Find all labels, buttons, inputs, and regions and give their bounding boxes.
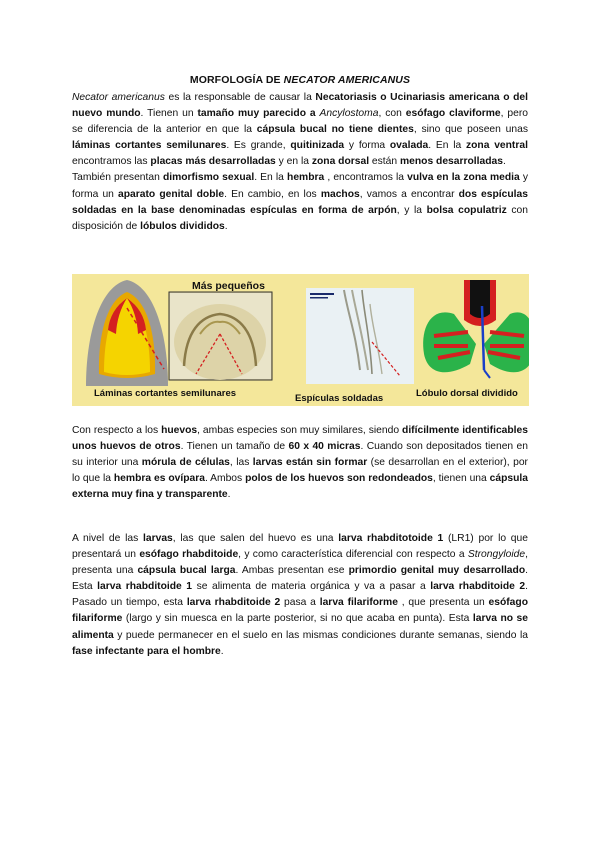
paragraph-eggs: Con respecto a los huevos, ambas especies son muy similares, siendo difícilmente identificables unos huevos de otros. Tienen un tamaño de 60 x 40 micras. Cuando son depositados tienen en su interior una mórula de células, las larvas están sin formar (se desarrollan en el exterior), por lo que la hembra es ovípara. Ambos polos de los huevos son redondeados, tienen una cápsula externa muy fina y transparente. [72,425,529,501]
paragraph-morphology: Necator americanus es la responsable de causar la Necatoriasis o Ucinariasis americana o del nuevo mundo. Tienen un tamaño muy parecido a Ancylostoma, con esófago claviforme, pero se diferencia de la anterior en que la cápsula bucal no tiene dientes, sino que poseen unas láminas cortantes semilunares. Es grande, quitinizada y forma ovalada. En la zona ventral encontramos las placas más desarrolladas y en la zona dorsal están menos desarrolladas. [72,92,528,168]
micrograph-buccal-capsule [169,292,272,380]
document-body [72,74,528,235]
label-laminas-cortantes: Láminas cortantes semilunares [94,388,237,399]
page-title: MORFOLOGÍA DE NECATOR AMERICANUS [189,74,411,86]
larvae-section [72,531,528,660]
label-espiculas-soldadas: Espículas soldadas [295,393,384,404]
label-mas-pequenos: Más pequeños [192,280,265,292]
paragraph-larvae: A nivel de las larvas, las que salen del huevo es una larva rhabditotoide 1 (LR1) por lo que presentará un esófago rhabditoide, y como característica diferencial con respecto a Strongyloide, presenta una cápsula bucal larga. Ambas presentan ese primordio genital muy desarrollado. Esta larva rhabditoide 1 se alimenta de materia orgánica y va a pasar a larva rhabditoide 2. Pasado un tiempo, esta larva rhabditoide 2 pasa a larva filariforme , que presenta un esófago filariforme (largo y sin muesca en la parte posterior, si no que acaba en punta). Esta larva no se alimenta y puede permanecer en el suelo en las mismas condiciones durante semanas, siendo la fase infectante para el hombre. [72,533,528,657]
micrograph-spicules [306,288,414,384]
eggs-section [72,423,528,503]
paragraph-sexual-dimorphism: También presentan dimorfismo sexual. En la hembra , encontramos la vulva en la zona media y forma un aparato genital doble. En cambio, en los machos, vamos a encontrar dos espículas soldadas en la base denominadas espículas en forma de arpón, y la bolsa copulatriz con disposición de lóbulos divididos. [72,172,528,232]
copulatory-bursa-diagram [423,280,529,378]
head-diagram [86,280,168,386]
label-lobulo-dorsal: Lóbulo dorsal dividido [416,388,518,399]
figure-illustration [72,274,529,406]
morphology-figure [72,274,529,406]
